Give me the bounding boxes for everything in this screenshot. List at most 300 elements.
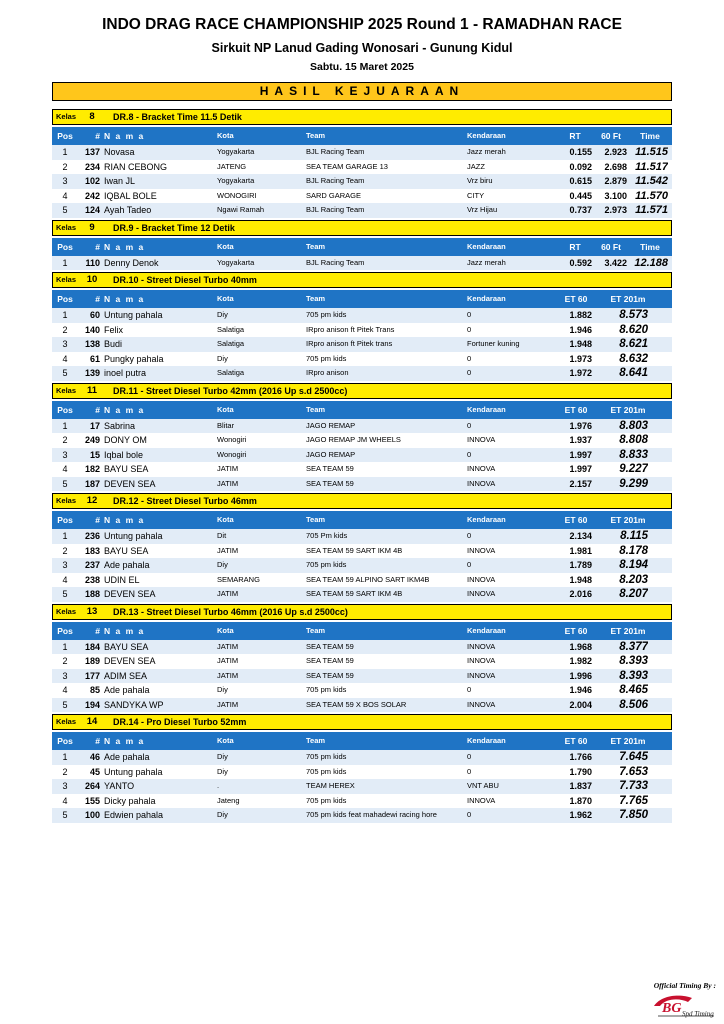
cell-pos: 3 (62, 560, 68, 570)
results-content (52, 109, 672, 825)
cell-et201: 7.850 (619, 809, 648, 821)
cell-team: JAGO REMAP (306, 420, 356, 430)
result-row (52, 765, 672, 780)
cell-team: SEA TEAM 59 ALPINO SART IKM4B (306, 574, 430, 584)
col-header-pos: Pos (57, 241, 73, 252)
cell-name: DONY OM (104, 435, 147, 445)
col-header-pos: Pos (57, 625, 73, 636)
cell-city: JATIM (217, 478, 239, 488)
cell-time: 11.571 (635, 204, 668, 216)
cell-number: 234 (84, 161, 100, 172)
cell-pos: 4 (62, 685, 68, 695)
page-title: INDO DRAG RACE CHAMPIONSHIP 2025 Round 1 - RAMADHAN RACE (102, 16, 622, 33)
cell-city: WONOGIRI (217, 190, 257, 200)
col-header-team: Team (306, 294, 326, 303)
class-title-bar (52, 714, 672, 730)
cell-city: Jateng (217, 795, 240, 805)
cell-et201: 8.808 (619, 434, 648, 446)
cell-pos: 2 (62, 161, 68, 172)
cell-et60: 1.946 (569, 324, 592, 335)
cell-et60: 2.157 (569, 478, 592, 489)
cell-rt: 0.737 (569, 205, 592, 215)
class-section (52, 604, 672, 713)
cell-et201: 8.207 (619, 588, 648, 600)
cell-et201: 9.299 (619, 477, 648, 490)
cell-et60: 1.948 (569, 339, 592, 349)
result-row (52, 654, 672, 669)
result-row (52, 587, 672, 602)
cell-name: RIAN CEBONG (104, 161, 168, 172)
cell-pos: 3 (62, 339, 68, 349)
cell-number: 15 (89, 449, 100, 460)
table-header (52, 511, 672, 529)
cell-city: Diy (217, 560, 228, 569)
cell-team: SEA TEAM 59 (306, 641, 354, 651)
result-row (52, 352, 672, 367)
kelas-label: Kelas (56, 222, 77, 232)
col-header-name: N a m a (104, 736, 145, 746)
class-title-bar (52, 604, 672, 620)
cell-time: 11.542 (635, 175, 668, 187)
cell-city: Diy (217, 685, 228, 694)
col-header-60ft: 60 Ft (601, 241, 621, 252)
cell-name: IQBAL BOLE (104, 190, 157, 201)
cell-et60: 1.870 (569, 795, 592, 806)
table-header (52, 127, 672, 145)
cell-time: 11.570 (635, 189, 668, 202)
cell-60ft: 2.698 (604, 161, 627, 172)
cell-vehicle: 0 (467, 324, 472, 334)
cell-vehicle: 0 (467, 752, 472, 761)
cell-city: Diy (217, 752, 228, 761)
col-header-et201: ET 201m (610, 625, 646, 636)
cell-pos: 4 (62, 574, 68, 585)
cell-et201: 8.632 (619, 352, 648, 365)
cell-et60: 1.837 (569, 781, 592, 791)
cell-vehicle: Jazz merah (467, 147, 506, 156)
cell-team: SEA TEAM 59 X BOS SOLAR (306, 699, 407, 709)
col-header-pos: Pos (57, 736, 73, 746)
cell-number: 189 (84, 656, 100, 666)
cell-city: Wonogiri (217, 435, 247, 444)
result-row (52, 779, 672, 794)
col-header-pos: Pos (57, 404, 73, 415)
cell-city: Wonogiri (217, 449, 247, 459)
cell-60ft: 3.422 (604, 257, 627, 268)
cell-vehicle: JAZZ (467, 161, 485, 171)
cell-name: Sabrina (104, 420, 136, 431)
col-header-rt: RT (569, 241, 581, 252)
cell-vehicle: INNOVA (467, 464, 496, 473)
cell-number: 140 (84, 324, 100, 335)
cell-vehicle: INNOVA (467, 795, 496, 805)
class-title: DR.12 - Street Diesel Turbo 46mm (113, 496, 257, 506)
cell-name: DEVEN SEA (104, 589, 156, 599)
cell-name: DEVEN SEA (104, 478, 156, 489)
cell-pos: 5 (62, 368, 68, 378)
cell-vehicle: 0 (467, 310, 472, 319)
cell-et60: 1.973 (569, 353, 592, 364)
class-section (52, 220, 672, 271)
kelas-number: 10 (86, 274, 98, 285)
cell-name: Dicky pahala (104, 795, 156, 806)
cell-vehicle: INNOVA (467, 670, 496, 680)
table-header (52, 732, 672, 750)
cell-team: IRpro anison ft Pitek trans (306, 339, 393, 348)
col-header-vehicle: Kendaraan (467, 736, 506, 745)
cell-pos: 1 (62, 531, 68, 541)
table-header (52, 622, 672, 640)
kelas-number: 9 (89, 221, 95, 233)
col-header-city: Kota (217, 294, 234, 303)
cell-number: 264 (84, 781, 100, 791)
cell-name: inoel putra (104, 368, 147, 378)
class-title: DR.10 - Street Diesel Turbo 40mm (113, 275, 257, 285)
result-row (52, 256, 672, 271)
timing-logo-icon (652, 992, 720, 1020)
cell-number: 137 (84, 147, 100, 157)
col-header-number: # (95, 515, 100, 525)
table-header (52, 238, 672, 256)
cell-team: 705 pm kids (306, 353, 347, 363)
col-header-number: # (95, 241, 100, 252)
col-header-city: Kota (217, 736, 234, 745)
cell-number: 155 (84, 795, 100, 806)
class-title-bar (52, 383, 672, 399)
cell-pos: 3 (62, 449, 68, 460)
col-header-number: # (95, 736, 100, 746)
cell-number: 61 (89, 353, 100, 364)
cell-number: 100 (84, 810, 100, 820)
kelas-number: 8 (89, 111, 95, 122)
class-section (52, 272, 672, 381)
cell-city: Ngawi Ramah (217, 205, 265, 214)
cell-et201: 8.833 (619, 448, 648, 461)
cell-name: Felix (104, 324, 124, 335)
cell-rt: 0.592 (569, 257, 592, 268)
cell-vehicle: INNOVA (467, 574, 496, 584)
col-header-et60: ET 60 (564, 404, 588, 415)
cell-team: BJL Racing Team (306, 176, 365, 185)
cell-et60: 1.996 (569, 670, 592, 681)
cell-city: Dit (217, 531, 227, 540)
kelas-number: 13 (86, 605, 98, 617)
cell-pos: 4 (62, 190, 68, 201)
cell-city: . (217, 781, 220, 790)
col-header-name: N a m a (104, 294, 145, 304)
table-header (52, 290, 672, 308)
cell-number: 188 (84, 589, 100, 599)
result-row (52, 462, 672, 477)
cell-city: Yogyakarta (217, 176, 255, 185)
col-header-name: N a m a (104, 241, 145, 252)
class-title: DR.8 - Bracket Time 11.5 Detik (113, 112, 242, 122)
cell-vehicle: INNOVA (467, 435, 496, 444)
cell-number: 183 (84, 545, 100, 556)
cell-number: 124 (84, 205, 100, 215)
cell-vehicle: Vrz biru (467, 176, 493, 185)
cell-team: SEA TEAM 59 (306, 464, 354, 473)
kelas-label: Kelas (56, 496, 77, 505)
cell-et60: 1.790 (569, 766, 592, 777)
col-header-60ft: 60 Ft (601, 131, 621, 141)
cell-name: Novasa (104, 147, 135, 157)
result-row (52, 669, 672, 684)
col-header-vehicle: Kendaraan (467, 404, 506, 414)
cell-number: 242 (84, 190, 100, 201)
result-row (52, 750, 672, 765)
cell-vehicle: 0 (467, 353, 472, 363)
cell-city: JATIM (217, 545, 239, 555)
col-header-city: Kota (217, 241, 234, 251)
result-row (52, 366, 672, 381)
cell-team: TEAM HEREX (306, 781, 355, 790)
cell-name: Untung pahala (104, 766, 163, 777)
col-header-vehicle: Kendaraan (467, 241, 506, 251)
cell-rt: 0.155 (569, 147, 592, 157)
cell-city: Diy (217, 766, 228, 776)
col-header-time: Time (640, 131, 660, 141)
cell-number: 177 (84, 670, 100, 681)
cell-pos: 1 (62, 420, 68, 431)
cell-vehicle: 0 (467, 531, 472, 540)
cell-city: Salatiga (217, 324, 245, 334)
col-header-pos: Pos (57, 131, 73, 141)
col-header-name: N a m a (104, 515, 145, 525)
cell-city: Salatiga (217, 339, 245, 348)
result-row (52, 323, 672, 338)
cell-et201: 7.653 (619, 765, 648, 778)
cell-et60: 1.948 (569, 574, 592, 585)
cell-team: SEA TEAM 59 (306, 670, 354, 680)
cell-name: BAYU SEA (104, 545, 149, 556)
cell-et60: 1.789 (569, 560, 592, 570)
cell-name: Untung pahala (104, 531, 163, 541)
col-header-pos: Pos (57, 294, 73, 304)
cell-et201: 8.393 (619, 669, 648, 682)
cell-team: 705 pm kids (306, 766, 347, 776)
cell-pos: 2 (62, 435, 68, 445)
col-header-et60: ET 60 (564, 736, 588, 746)
cell-pos: 2 (62, 656, 68, 666)
cell-pos: 4 (62, 353, 68, 364)
cell-rt: 0.445 (569, 190, 592, 201)
cell-vehicle: 0 (467, 420, 472, 430)
cell-city: Diy (217, 310, 228, 319)
cell-name: BAYU SEA (104, 641, 149, 652)
cell-et60: 1.968 (569, 641, 592, 652)
col-header-pos: Pos (57, 515, 73, 525)
cell-name: Ade pahala (104, 685, 150, 695)
result-row (52, 448, 672, 463)
cell-vehicle: INNOVA (467, 656, 496, 665)
cell-et201: 8.377 (619, 640, 648, 653)
result-row (52, 189, 672, 204)
cell-vehicle: 0 (467, 368, 472, 377)
result-row (52, 203, 672, 218)
cell-number: 85 (89, 685, 100, 695)
kelas-label: Kelas (56, 717, 77, 726)
cell-et201: 7.733 (619, 780, 648, 792)
cell-team: IRpro anison ft Pitek Trans (306, 324, 395, 334)
cell-name: ADIM SEA (104, 670, 148, 681)
cell-team: JAGO REMAP JM WHEELS (306, 435, 401, 444)
col-header-number: # (95, 625, 100, 636)
class-section (52, 109, 672, 218)
cell-number: 46 (89, 752, 100, 762)
cell-et201: 8.465 (619, 684, 648, 696)
kelas-label: Kelas (56, 606, 77, 616)
col-header-city: Kota (217, 625, 234, 635)
cell-team: 705 Pm kids (306, 531, 348, 540)
cell-city: JATIM (217, 589, 239, 598)
cell-number: 60 (89, 310, 100, 320)
class-title-bar (52, 109, 672, 125)
cell-pos: 5 (62, 810, 68, 820)
cell-et60: 2.134 (569, 531, 592, 541)
col-header-vehicle: Kendaraan (467, 625, 506, 635)
kelas-number: 11 (86, 384, 98, 396)
cell-vehicle: INNOVA (467, 589, 496, 598)
class-section (52, 493, 672, 602)
official-timing-label: Official Timing By : (653, 981, 716, 990)
cell-vehicle: INNOVA (467, 699, 496, 709)
cell-team: SEA TEAM 59 (306, 478, 354, 488)
cell-vehicle: 0 (467, 560, 472, 569)
cell-number: 194 (84, 699, 100, 710)
cell-number: 238 (84, 574, 100, 585)
col-header-city: Kota (217, 515, 234, 524)
cell-et60: 1.997 (569, 464, 592, 474)
col-header-vehicle: Kendaraan (467, 294, 506, 303)
cell-et201: 8.178 (619, 544, 648, 557)
cell-et201: 8.573 (619, 309, 648, 321)
cell-city: SEMARANG (217, 574, 260, 584)
cell-city: Yogyakarta (217, 147, 255, 156)
cell-pos: 3 (62, 670, 68, 681)
cell-et201: 7.765 (619, 794, 648, 807)
cell-team: BJL Racing Team (306, 205, 365, 214)
cell-et201: 8.621 (619, 338, 648, 350)
cell-pos: 2 (62, 545, 68, 556)
cell-et60: 1.997 (569, 449, 592, 460)
cell-name: BAYU SEA (104, 464, 149, 474)
result-row (52, 558, 672, 573)
result-row (52, 433, 672, 448)
cell-vehicle: INNOVA (467, 545, 496, 555)
result-row (52, 573, 672, 588)
kelas-number: 12 (86, 495, 98, 506)
cell-60ft: 2.923 (604, 147, 627, 157)
result-row (52, 337, 672, 352)
col-header-name: N a m a (104, 131, 145, 141)
cell-pos: 5 (62, 205, 68, 215)
cell-vehicle: 0 (467, 810, 472, 819)
cell-pos: 2 (62, 324, 68, 335)
cell-pos: 2 (62, 766, 68, 777)
col-header-name: N a m a (104, 404, 145, 415)
result-row (52, 640, 672, 655)
col-header-team: Team (306, 404, 326, 414)
cell-city: JATIM (217, 641, 239, 651)
cell-et201: 8.620 (619, 323, 648, 336)
kelas-number: 14 (86, 716, 98, 727)
cell-team: SEA TEAM 59 (306, 656, 354, 665)
cell-number: 236 (84, 531, 100, 541)
cell-team: BJL Racing Team (306, 147, 365, 156)
cell-number: 139 (84, 368, 100, 378)
cell-vehicle: CITY (467, 190, 485, 200)
cell-time: 12.188 (634, 256, 668, 269)
cell-number: 187 (84, 478, 100, 489)
cell-vehicle: Fortuner kuning (467, 339, 520, 348)
cell-pos: 5 (62, 589, 68, 599)
class-title-bar (52, 493, 672, 509)
cell-team: SEA TEAM 59 SART IKM 4B (306, 545, 403, 555)
cell-et60: 2.004 (569, 699, 592, 710)
cell-name: DEVEN SEA (104, 656, 156, 666)
cell-pos: 5 (62, 478, 68, 489)
cell-city: Salatiga (217, 368, 245, 377)
cell-name: Budi (104, 339, 123, 349)
result-row (52, 794, 672, 809)
cell-number: 110 (85, 257, 100, 268)
cell-et60: 1.946 (569, 685, 592, 695)
col-header-team: Team (306, 241, 326, 251)
cell-time: 11.515 (635, 146, 668, 158)
cell-et60: 1.972 (569, 368, 592, 378)
cell-et201: 8.203 (619, 573, 648, 586)
col-header-time: Time (640, 241, 660, 252)
class-title-bar (52, 272, 672, 288)
col-header-et201: ET 201m (610, 404, 646, 415)
cell-team: IRpro anison (306, 368, 349, 377)
result-row (52, 529, 672, 544)
cell-vehicle: INNOVA (467, 478, 496, 488)
cell-et201: 8.393 (619, 655, 648, 667)
cell-et60: 1.981 (569, 545, 592, 556)
cell-team: BJL Racing Team (306, 257, 365, 267)
result-row (52, 145, 672, 160)
col-header-vehicle: Kendaraan (467, 131, 506, 140)
cell-60ft: 3.100 (604, 190, 627, 201)
cell-60ft: 2.879 (604, 176, 627, 186)
svg-text:BG: BG (662, 1001, 682, 1016)
cell-city: JATIM (217, 670, 239, 680)
result-row (52, 419, 672, 434)
cell-et60: 1.882 (569, 310, 592, 320)
cell-pos: 5 (62, 699, 68, 710)
cell-team: 705 pm kids feat mahadewi racing hore (306, 810, 437, 819)
cell-team: 705 pm kids (306, 752, 347, 761)
table-header (52, 401, 672, 419)
class-title: DR.14 - Pro Diesel Turbo 52mm (113, 717, 247, 727)
cell-city: JATIM (217, 464, 239, 473)
col-header-rt: RT (569, 131, 581, 141)
cell-vehicle: VNT ABU (467, 781, 499, 790)
cell-name: Untung pahala (104, 310, 163, 320)
col-header-city: Kota (217, 404, 234, 414)
cell-name: Iwan JL (104, 176, 136, 186)
cell-pos: 1 (62, 257, 68, 268)
cell-name: YANTO (104, 781, 135, 791)
col-header-team: Team (306, 625, 326, 635)
cell-city: JATIM (217, 699, 239, 709)
result-row (52, 477, 672, 492)
cell-pos: 1 (62, 147, 68, 157)
cell-vehicle: INNOVA (467, 641, 496, 651)
col-header-team: Team (306, 131, 326, 140)
